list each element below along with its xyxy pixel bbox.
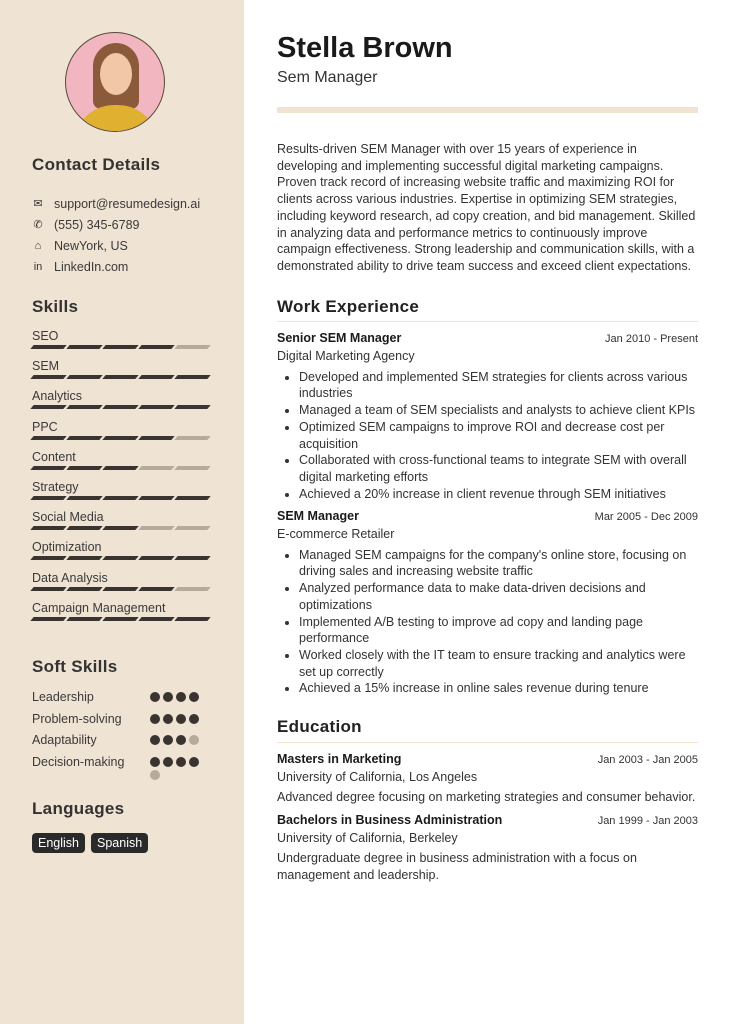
level-segment-filled bbox=[138, 587, 174, 591]
header-divider bbox=[277, 107, 698, 113]
level-segment-filled bbox=[102, 466, 138, 470]
level-segment-empty bbox=[174, 587, 210, 591]
skills-heading: Skills bbox=[32, 297, 79, 316]
rating-dot-filled bbox=[163, 735, 173, 745]
skill-level-bar bbox=[32, 375, 212, 379]
rating-dot-filled bbox=[163, 692, 173, 702]
education-header bbox=[277, 812, 698, 830]
education-description: Undergraduate degree in business administration with a focus on management and leadership. bbox=[277, 851, 637, 883]
skill-level-bar bbox=[32, 587, 212, 591]
level-segment-filled bbox=[138, 617, 174, 621]
soft-skill-name: Decision-making bbox=[32, 754, 125, 769]
soft-skill-item bbox=[32, 687, 212, 709]
job-header bbox=[277, 508, 698, 526]
level-segment-filled bbox=[138, 436, 174, 440]
job-role: Senior SEM Manager bbox=[277, 331, 402, 346]
level-segment-filled bbox=[174, 617, 210, 621]
contact-item bbox=[32, 256, 224, 277]
job-header bbox=[277, 330, 698, 348]
rating-dot-filled bbox=[189, 714, 199, 724]
level-segment-filled bbox=[102, 587, 138, 591]
skill-item bbox=[32, 420, 212, 450]
soft-skill-name: Leadership bbox=[32, 690, 94, 704]
job-bullets bbox=[299, 547, 698, 697]
level-segment-filled bbox=[138, 496, 174, 500]
bullet-item: • Collaborated with cross-functional teams to integrate SEM with overall digital marketing efforts bbox=[299, 452, 698, 485]
skill-name: Strategy bbox=[32, 479, 79, 494]
profile-photo bbox=[65, 32, 165, 132]
bullet-item: • Worked closely with the IT team to ensure tracking and analytics were set up correctly bbox=[299, 647, 698, 680]
rating-dot-filled bbox=[163, 757, 173, 767]
rating-dot-filled bbox=[176, 714, 186, 724]
contact-item bbox=[32, 235, 224, 256]
level-segment-filled bbox=[66, 587, 102, 591]
level-segment-empty bbox=[174, 526, 210, 530]
job-title: Sem Manager bbox=[277, 69, 378, 86]
language-tag: English bbox=[32, 833, 85, 853]
level-segment-filled bbox=[66, 375, 102, 379]
job-role: SEM Manager bbox=[277, 509, 359, 524]
job-bullets bbox=[299, 369, 698, 503]
summary: Results-driven SEM Manager with over 15 years of experience in developing and implementing successful digital marketing campaigns. Proven track record of increasing website traffic and maximizing ROI for clients across various industries. Expertise in optimizing SEM strategies, including keyword research, ad copy creation, and bid management. Skilled in analyzing data and performance metrics to continuously improve campaign effectiveness. Strong leadership and communication skills, with a demonstrated ability to drive team success and exceed client expectations. bbox=[277, 142, 696, 273]
rating-dot-filled bbox=[150, 757, 160, 767]
rating-dot-filled bbox=[150, 714, 160, 724]
rating-dot-filled bbox=[176, 757, 186, 767]
bullet-item: • Managed SEM campaigns for the company's online store, focusing on driving sales and increasing website traffic bbox=[299, 547, 698, 580]
bullet-item: • Managed a team of SEM specialists and analysts to achieve client KPIs bbox=[299, 402, 698, 419]
soft-skill-rating bbox=[150, 757, 202, 780]
skill-level-bar bbox=[32, 496, 212, 500]
contact-text: support@resumedesign.ai bbox=[54, 196, 201, 211]
skill-name: Campaign Management bbox=[32, 600, 166, 615]
skill-name: Analytics bbox=[32, 389, 83, 404]
level-segment-filled bbox=[102, 436, 138, 440]
job-entry bbox=[277, 330, 698, 502]
education-heading: Education bbox=[277, 719, 698, 743]
job-dates: Mar 2005 - Dec 2009 bbox=[594, 511, 698, 524]
degree: Bachelors in Business Administration bbox=[277, 812, 503, 827]
level-segment-empty bbox=[174, 466, 210, 470]
level-segment-filled bbox=[102, 496, 138, 500]
rating-dot-filled bbox=[189, 692, 199, 702]
level-segment-filled bbox=[174, 405, 210, 409]
rating-dot-filled bbox=[176, 735, 186, 745]
level-segment-filled bbox=[102, 345, 138, 349]
level-segment-filled bbox=[66, 526, 102, 530]
job-dates: Jan 2010 - Present bbox=[605, 333, 698, 346]
rating-dot-empty bbox=[150, 770, 160, 780]
skill-name: SEO bbox=[32, 329, 59, 343]
level-segment-filled bbox=[66, 617, 102, 621]
soft-skill-name: Problem-solving bbox=[32, 711, 122, 726]
contact-section bbox=[32, 155, 224, 277]
soft-skill-rating bbox=[150, 735, 202, 745]
level-segment-filled bbox=[30, 436, 66, 440]
level-segment-filled bbox=[138, 375, 174, 379]
skill-item bbox=[32, 329, 212, 359]
level-segment-filled bbox=[102, 526, 138, 530]
level-segment-filled bbox=[30, 617, 66, 621]
company-name: Digital Marketing Agency bbox=[277, 349, 415, 364]
level-segment-filled bbox=[174, 375, 210, 379]
skill-name: SEM bbox=[32, 359, 60, 374]
soft-skill-item bbox=[32, 752, 212, 774]
skill-level-bar bbox=[32, 617, 212, 621]
school-name: University of California, Berkeley bbox=[277, 830, 458, 845]
home-icon: ⌂ bbox=[34, 239, 42, 252]
skill-item bbox=[32, 450, 212, 480]
education-dates: Jan 1999 - Jan 2003 bbox=[597, 814, 698, 827]
rating-dot-filled bbox=[150, 692, 160, 702]
level-segment-empty bbox=[138, 466, 174, 470]
rating-dot-filled bbox=[176, 692, 186, 702]
contact-item bbox=[32, 193, 224, 214]
soft-skill-name: Adaptability bbox=[32, 733, 97, 747]
level-segment-filled bbox=[30, 526, 66, 530]
level-segment-empty bbox=[138, 526, 174, 530]
linkedin-icon: in bbox=[33, 260, 43, 273]
bullet-item: • Achieved a 20% increase in client revenue through SEM initiatives bbox=[299, 486, 698, 503]
level-segment-filled bbox=[66, 345, 102, 349]
level-segment-filled bbox=[30, 556, 66, 560]
level-segment-filled bbox=[138, 405, 174, 409]
skill-name: Content bbox=[32, 449, 76, 464]
rating-dot-filled bbox=[163, 714, 173, 724]
level-segment-filled bbox=[102, 617, 138, 621]
sidebar bbox=[0, 0, 244, 1024]
contact-item bbox=[32, 214, 224, 235]
level-segment-filled bbox=[30, 405, 66, 409]
skills-section bbox=[32, 297, 212, 631]
level-segment-filled bbox=[102, 375, 138, 379]
skill-item bbox=[32, 540, 212, 570]
education-header bbox=[277, 751, 698, 769]
bullet-item: • Analyzed performance data to make data-driven decisions and optimizations bbox=[299, 580, 698, 613]
bullet-item: • Optimized SEM campaigns to improve ROI and decrease cost per acquisition bbox=[299, 419, 698, 452]
level-segment-filled bbox=[138, 556, 174, 560]
level-segment-filled bbox=[102, 405, 138, 409]
level-segment-filled bbox=[30, 496, 66, 500]
work-heading: Work Experience bbox=[277, 299, 698, 323]
skill-item bbox=[32, 571, 212, 601]
bullet-item: • Developed and implemented SEM strategies for clients across various industries bbox=[299, 369, 698, 402]
skill-name: Data Analysis bbox=[32, 570, 108, 585]
languages-heading: Languages bbox=[32, 799, 125, 818]
skill-item bbox=[32, 480, 212, 510]
contact-heading: Contact Details bbox=[32, 155, 161, 174]
level-segment-filled bbox=[102, 556, 138, 560]
school-name: University of California, Los Angeles bbox=[277, 769, 478, 784]
soft-skill-item bbox=[32, 730, 212, 752]
skill-name: PPC bbox=[32, 419, 58, 434]
level-segment-filled bbox=[66, 466, 102, 470]
phone-icon: ✆ bbox=[33, 219, 43, 231]
skill-level-bar bbox=[32, 556, 212, 560]
company-name: E-commerce Retailer bbox=[277, 527, 395, 542]
level-segment-filled bbox=[30, 375, 66, 379]
skill-item bbox=[32, 359, 212, 389]
skill-item bbox=[32, 389, 212, 419]
rating-dot-filled bbox=[150, 735, 160, 745]
rating-dot-filled bbox=[189, 757, 199, 767]
bullet-item: • Achieved a 15% increase in online sales revenue during tenure bbox=[299, 680, 698, 697]
contact-text: (555) 345-6789 bbox=[54, 217, 140, 232]
soft-skill-rating bbox=[150, 692, 202, 702]
skill-item bbox=[32, 510, 212, 540]
skill-name: Social Media bbox=[32, 510, 104, 525]
language-tag: Spanish bbox=[91, 833, 148, 853]
contact-text: LinkedIn.com bbox=[54, 259, 129, 274]
skill-level-bar bbox=[32, 526, 212, 530]
skill-level-bar bbox=[32, 345, 212, 349]
skill-level-bar bbox=[32, 466, 212, 470]
level-segment-filled bbox=[138, 345, 174, 349]
skill-level-bar bbox=[32, 405, 212, 409]
level-segment-filled bbox=[30, 345, 66, 349]
candidate-name: Stella Brown bbox=[277, 32, 453, 64]
level-segment-filled bbox=[30, 587, 66, 591]
education-entry bbox=[277, 751, 698, 806]
education-entry bbox=[277, 812, 698, 884]
level-segment-filled bbox=[66, 405, 102, 409]
soft-skill-rating bbox=[150, 714, 202, 724]
soft-skill-item bbox=[32, 709, 212, 731]
level-segment-filled bbox=[66, 436, 102, 440]
contact-text: NewYork, US bbox=[54, 238, 128, 253]
soft-skills-section bbox=[32, 657, 212, 773]
level-segment-empty bbox=[174, 345, 210, 349]
skill-level-bar bbox=[32, 436, 212, 440]
level-segment-empty bbox=[174, 436, 210, 440]
skill-item bbox=[32, 601, 212, 631]
skill-name: Optimization bbox=[32, 540, 102, 555]
level-segment-filled bbox=[30, 466, 66, 470]
level-segment-filled bbox=[66, 556, 102, 560]
level-segment-filled bbox=[174, 556, 210, 560]
level-segment-filled bbox=[66, 496, 102, 500]
bullet-item: • Implemented A/B testing to improve ad copy and landing page performance bbox=[299, 614, 698, 647]
degree: Masters in Marketing bbox=[277, 751, 402, 766]
soft-skills-heading: Soft Skills bbox=[32, 657, 118, 676]
level-segment-filled bbox=[174, 496, 210, 500]
languages-section bbox=[32, 799, 148, 853]
education-description: Advanced degree focusing on marketing strategies and consumer behavior. bbox=[277, 790, 696, 805]
education-dates: Jan 2003 - Jan 2005 bbox=[597, 753, 698, 766]
rating-dot-empty bbox=[189, 735, 199, 745]
envelope-icon: ✉ bbox=[33, 198, 43, 210]
job-entry bbox=[277, 508, 698, 697]
